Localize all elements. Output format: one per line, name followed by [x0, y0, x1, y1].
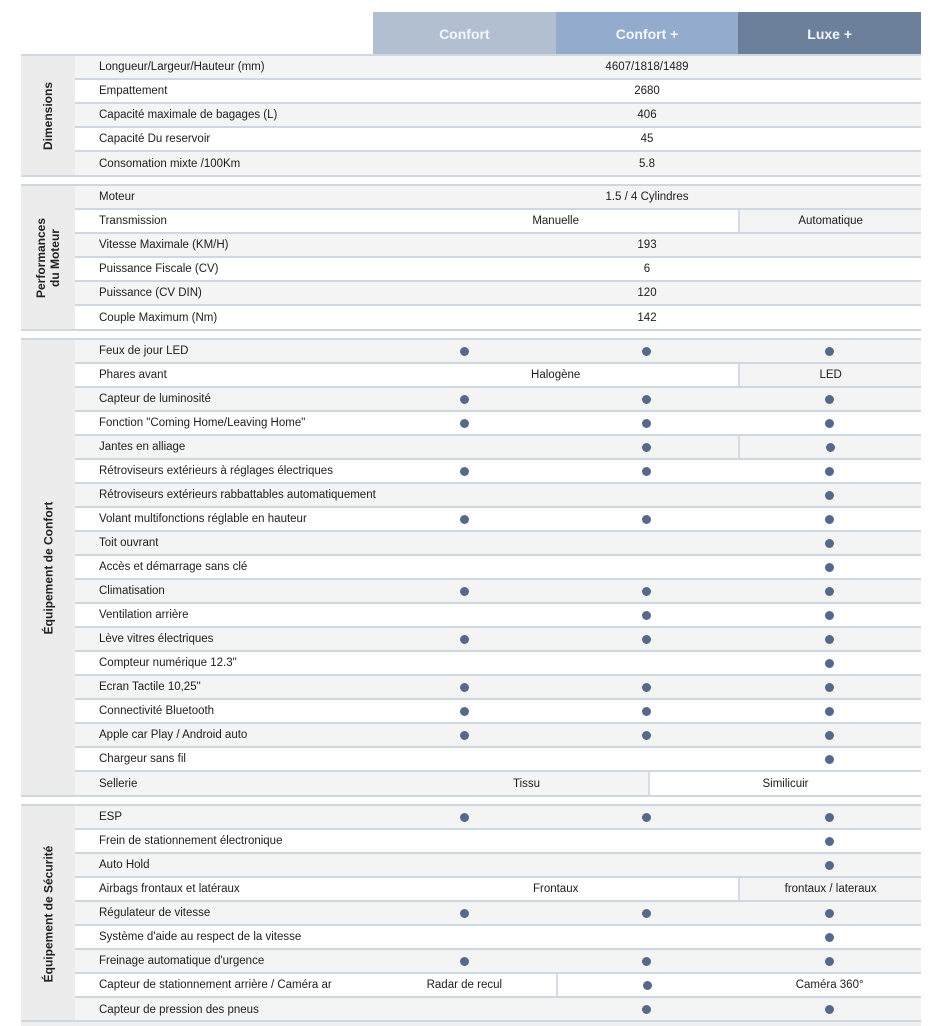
- feature-dot-cell: [738, 902, 921, 924]
- table-row: [75, 652, 921, 676]
- feature-dot-cell: [373, 340, 556, 362]
- included-dot-icon: [825, 395, 834, 404]
- feature-dot-cell: [373, 628, 556, 650]
- section-label-text: Équipement de Sécurité: [41, 845, 56, 982]
- value-cell: 193: [637, 239, 657, 251]
- table-row: [75, 580, 921, 604]
- table-row: [75, 258, 921, 282]
- feature-dot-cell: [556, 748, 739, 770]
- feature-name: Ventilation arrière: [99, 609, 189, 621]
- feature-dot-cell: [738, 436, 921, 458]
- included-dot-icon: [825, 707, 834, 716]
- feature-dot-cell: [373, 556, 556, 578]
- included-dot-icon: [460, 467, 469, 476]
- included-dot-icon: [825, 515, 834, 524]
- feature-name: Chargeur sans fil: [99, 753, 186, 765]
- feature-dot-cell: [738, 652, 921, 674]
- included-dot-icon: [642, 611, 651, 620]
- feature-dot-cell: [556, 412, 739, 434]
- feature-values: [373, 652, 921, 674]
- feature-dot-cell: [738, 700, 921, 722]
- included-dot-icon: [825, 731, 834, 740]
- feature-name: Toit ouvrant: [99, 537, 159, 549]
- included-dot-icon: [826, 443, 835, 452]
- feature-name: Compteur numérique 12.3": [99, 657, 237, 669]
- feature-dot-cell: [373, 508, 556, 530]
- included-dot-icon: [460, 909, 469, 918]
- feature-dot-cell: [738, 484, 921, 506]
- included-dot-icon: [460, 731, 469, 740]
- feature-name: Volant multifonctions réglable en hauteur: [99, 513, 307, 525]
- included-dot-icon: [460, 635, 469, 644]
- feature-values: [373, 556, 921, 578]
- feature-values: [373, 998, 921, 1021]
- feature-dot-cell: [738, 926, 921, 948]
- feature-values: [373, 258, 921, 280]
- feature-dot-cell: [556, 484, 739, 506]
- feature-values: [373, 460, 921, 482]
- header-luxe-plus: Luxe +: [738, 12, 921, 55]
- table-row: [75, 104, 921, 128]
- feature-values: [373, 282, 921, 304]
- feature-dot-cell: [556, 998, 739, 1021]
- feature-name: Lève vitres électriques: [99, 633, 214, 645]
- value-cell: 1.5 / 4 Cylindres: [605, 191, 689, 203]
- table-row: [75, 806, 921, 830]
- table-row: [75, 604, 921, 628]
- spec-section: [21, 184, 921, 331]
- value-cell: 142: [637, 311, 657, 324]
- feature-name: Rétroviseurs extérieurs à réglages électriques: [99, 465, 333, 477]
- feature-dot-cell: [373, 484, 556, 506]
- value-cell: 45: [640, 133, 654, 145]
- feature-dot-cell: [556, 854, 739, 876]
- feature-dot-cell: [738, 388, 921, 410]
- table-row: [75, 926, 921, 950]
- table-row: [75, 974, 921, 998]
- table-row: [75, 556, 921, 580]
- feature-name: Accès et démarrage sans clé: [99, 561, 248, 573]
- feature-dot-cell: [556, 676, 739, 698]
- feature-name: Transmission: [99, 215, 167, 227]
- feature-name: Consomation mixte /100Km: [99, 157, 241, 170]
- feature-values: [373, 104, 921, 126]
- included-dot-icon: [642, 683, 651, 692]
- included-dot-icon: [825, 957, 834, 966]
- feature-name: Freinage automatique d'urgence: [99, 955, 265, 967]
- feature-values: [373, 508, 921, 530]
- feature-values: [373, 80, 921, 102]
- feature-dot-cell: [373, 412, 556, 434]
- feature-name: Capacité maximale de bagages (L): [99, 109, 278, 121]
- feature-name: Vitesse Maximale (KM/H): [99, 239, 229, 251]
- feature-name: Puissance (CV DIN): [99, 287, 202, 299]
- included-dot-icon: [825, 635, 834, 644]
- table-row: [75, 772, 921, 795]
- feature-name: Puissance Fiscale (CV): [99, 263, 219, 275]
- table-row: [75, 484, 921, 508]
- table-row: [75, 532, 921, 556]
- feature-dot-cell: [373, 830, 556, 852]
- value-cell: Automatique: [738, 210, 921, 232]
- feature-dot-cell: [373, 926, 556, 948]
- included-dot-icon: [825, 933, 834, 942]
- included-dot-icon: [825, 539, 834, 548]
- feature-name: Feux de jour LED: [99, 345, 189, 357]
- feature-dot-cell: [373, 388, 556, 410]
- value-cell: 4607/1818/1489: [605, 61, 689, 73]
- table-row: [75, 628, 921, 652]
- included-dot-icon: [643, 981, 652, 990]
- included-dot-icon: [825, 1005, 834, 1014]
- feature-dot-cell: [738, 628, 921, 650]
- feature-values: [373, 210, 921, 232]
- trim-header: [373, 12, 921, 55]
- feature-values: [373, 186, 921, 208]
- feature-name: Capteur de pression des pneus: [99, 1003, 259, 1016]
- feature-dot-cell: [738, 580, 921, 602]
- section-label: [21, 56, 75, 175]
- feature-name: Régulateur de vitesse: [99, 907, 211, 919]
- feature-dot-cell: [738, 748, 921, 770]
- included-dot-icon: [825, 563, 834, 572]
- section-label: [21, 806, 75, 1021]
- table-row: [75, 748, 921, 772]
- included-dot-icon: [825, 467, 834, 476]
- feature-dot-cell: [556, 974, 739, 996]
- feature-dot-cell: [738, 806, 921, 828]
- feature-values: [373, 830, 921, 852]
- feature-values: [373, 484, 921, 506]
- feature-values: [373, 532, 921, 554]
- section-label-text: Équipement de Confort: [41, 501, 56, 634]
- table-row: [75, 234, 921, 258]
- table-row: [75, 436, 921, 460]
- feature-dot-cell: [738, 676, 921, 698]
- table-row: [75, 676, 921, 700]
- feature-values: [75, 772, 921, 795]
- table-row: [75, 700, 921, 724]
- feature-values: [373, 152, 921, 175]
- feature-dot-cell: [556, 460, 739, 482]
- feature-dot-cell: [556, 724, 739, 746]
- feature-dot-cell: [373, 748, 556, 770]
- feature-name: Système d'aide au respect de la vitesse: [99, 931, 302, 943]
- feature-values: [373, 700, 921, 722]
- section-label-line: Performances: [34, 217, 49, 298]
- feature-values: [373, 724, 921, 746]
- next-section-edge: [21, 1020, 921, 1026]
- section-label-text: [34, 217, 62, 297]
- table-row: [75, 306, 921, 329]
- included-dot-icon: [460, 347, 469, 356]
- feature-name: Capacité Du reservoir: [99, 133, 211, 145]
- table-row: [75, 998, 921, 1021]
- value-cell: frontaux / lateraux: [738, 878, 921, 900]
- feature-dot-cell: [556, 902, 739, 924]
- feature-name: Airbags frontaux et latéraux: [99, 883, 240, 895]
- section-label-text: Dimensions: [41, 81, 56, 150]
- feature-dot-cell: [373, 652, 556, 674]
- feature-dot-cell: [556, 628, 739, 650]
- spec-section: [21, 54, 921, 177]
- table-row: [75, 282, 921, 306]
- value-cell: 406: [637, 109, 657, 121]
- feature-name: Rétroviseurs extérieurs rabbattables automatiquement: [99, 489, 376, 501]
- included-dot-icon: [642, 909, 651, 918]
- table-row: [75, 56, 921, 80]
- feature-name: Jantes en alliage: [99, 441, 186, 453]
- table-row: [75, 902, 921, 926]
- feature-dot-cell: [738, 950, 921, 972]
- included-dot-icon: [642, 1005, 651, 1014]
- feature-dot-cell: [738, 532, 921, 554]
- feature-dot-cell: [373, 460, 556, 482]
- included-dot-icon: [642, 587, 651, 596]
- value-cell: Frontaux: [532, 883, 579, 895]
- table-row: [75, 186, 921, 210]
- included-dot-icon: [825, 611, 834, 620]
- value-cell: Manuelle: [532, 215, 579, 227]
- table-row: [75, 950, 921, 974]
- feature-values: [373, 604, 921, 626]
- table-row: [75, 724, 921, 748]
- feature-values: [373, 950, 921, 972]
- table-row: [75, 364, 921, 388]
- feature-dot-cell: [556, 806, 739, 828]
- table-row: [75, 152, 921, 175]
- feature-name: Phares avant: [99, 369, 167, 381]
- feature-dot-cell: [738, 412, 921, 434]
- included-dot-icon: [460, 419, 469, 428]
- table-row: [75, 388, 921, 412]
- table-row: [75, 878, 921, 902]
- feature-dot-cell: [556, 580, 739, 602]
- feature-values: [373, 806, 921, 828]
- feature-name: Climatisation: [99, 585, 165, 597]
- table-row: [75, 412, 921, 436]
- header-confort: Confort: [373, 12, 556, 55]
- feature-name: Capteur de stationnement arrière / Caméra ar: [99, 979, 332, 991]
- feature-values: [373, 926, 921, 948]
- included-dot-icon: [825, 861, 834, 870]
- feature-name: Couple Maximum (Nm): [99, 311, 218, 324]
- included-dot-icon: [642, 467, 651, 476]
- included-dot-icon: [642, 957, 651, 966]
- included-dot-icon: [642, 347, 651, 356]
- value-cell: Similicuir: [648, 772, 921, 795]
- header-confort-plus: Confort +: [556, 12, 739, 55]
- included-dot-icon: [825, 587, 834, 596]
- table-row: [75, 460, 921, 484]
- feature-name: Frein de stationnement électronique: [99, 835, 283, 847]
- feature-name: Ecran Tactile 10,25": [99, 681, 201, 693]
- included-dot-icon: [825, 683, 834, 692]
- spec-section: [21, 338, 921, 797]
- feature-values: [373, 748, 921, 770]
- included-dot-icon: [825, 909, 834, 918]
- feature-dot-cell: [373, 724, 556, 746]
- included-dot-icon: [642, 635, 651, 644]
- feature-dot-cell: [556, 950, 739, 972]
- included-dot-icon: [642, 813, 651, 822]
- feature-values: [373, 974, 921, 996]
- feature-dot-cell: [556, 556, 739, 578]
- included-dot-icon: [460, 395, 469, 404]
- feature-dot-cell: [373, 700, 556, 722]
- feature-dot-cell: [738, 556, 921, 578]
- feature-name: Empattement: [99, 85, 168, 97]
- feature-dot-cell: [373, 676, 556, 698]
- value-cell: Halogène: [531, 369, 581, 381]
- included-dot-icon: [825, 491, 834, 500]
- included-dot-icon: [825, 813, 834, 822]
- included-dot-icon: [642, 515, 651, 524]
- included-dot-icon: [642, 419, 651, 428]
- feature-name: Connectivité Bluetooth: [99, 705, 215, 717]
- feature-values: [373, 854, 921, 876]
- included-dot-icon: [642, 395, 651, 404]
- feature-dot-cell: [556, 508, 739, 530]
- feature-dot-cell: [556, 532, 739, 554]
- table-row: [75, 508, 921, 532]
- feature-values: [373, 878, 921, 900]
- feature-values: [373, 340, 921, 362]
- included-dot-icon: [642, 443, 651, 452]
- feature-values: [373, 364, 921, 386]
- feature-values: [373, 580, 921, 602]
- table-row: [75, 210, 921, 234]
- value-cell: 2680: [634, 85, 660, 97]
- section-label: [21, 186, 75, 329]
- feature-values: [373, 902, 921, 924]
- table-row: [75, 340, 921, 364]
- value-cell: Radar de recul: [426, 979, 503, 991]
- table-row: [75, 80, 921, 104]
- feature-dot-cell: [556, 388, 739, 410]
- value-cell: 5.8: [639, 157, 655, 170]
- feature-dot-cell: [738, 508, 921, 530]
- feature-name: Longueur/Largeur/Hauteur (mm): [99, 61, 265, 73]
- feature-dot-cell: [738, 604, 921, 626]
- included-dot-icon: [460, 957, 469, 966]
- section-label: [21, 340, 75, 795]
- feature-dot-cell: [373, 436, 556, 458]
- feature-name: Moteur: [99, 191, 135, 203]
- included-dot-icon: [460, 683, 469, 692]
- feature-dot-cell: [373, 806, 556, 828]
- feature-dot-cell: [556, 436, 739, 458]
- feature-dot-cell: [556, 700, 739, 722]
- feature-dot-cell: [556, 830, 739, 852]
- feature-values: [373, 676, 921, 698]
- value-cell: 6: [643, 263, 651, 275]
- feature-dot-cell: [738, 724, 921, 746]
- included-dot-icon: [642, 731, 651, 740]
- feature-values: [373, 306, 921, 329]
- included-dot-icon: [460, 515, 469, 524]
- feature-dot-cell: [373, 998, 556, 1021]
- feature-dot-cell: [373, 580, 556, 602]
- feature-values: [373, 388, 921, 410]
- feature-name: Sellerie: [99, 777, 138, 790]
- feature-name: Apple car Play / Android auto: [99, 729, 248, 741]
- feature-values: [373, 234, 921, 256]
- value-cell: Caméra 360°: [795, 979, 864, 991]
- included-dot-icon: [460, 707, 469, 716]
- feature-values: [373, 628, 921, 650]
- table-row: [75, 128, 921, 152]
- feature-dot-cell: [738, 340, 921, 362]
- feature-values: [373, 412, 921, 434]
- table-row: [75, 854, 921, 878]
- feature-dot-cell: [556, 652, 739, 674]
- feature-values: [373, 56, 921, 78]
- included-dot-icon: [460, 587, 469, 596]
- feature-values: [373, 128, 921, 150]
- feature-name: Auto Hold: [99, 859, 150, 871]
- included-dot-icon: [825, 347, 834, 356]
- feature-dot-cell: [556, 926, 739, 948]
- feature-dot-cell: [556, 604, 739, 626]
- feature-dot-cell: [373, 950, 556, 972]
- included-dot-icon: [825, 837, 834, 846]
- section-label-line: du Moteur: [48, 228, 63, 287]
- included-dot-icon: [460, 813, 469, 822]
- spec-section: [21, 804, 921, 1023]
- value-cell: LED: [738, 364, 921, 386]
- feature-dot-cell: [373, 604, 556, 626]
- feature-dot-cell: [556, 340, 739, 362]
- feature-name: Capteur de luminosité: [99, 393, 211, 405]
- feature-dot-cell: [373, 532, 556, 554]
- feature-dot-cell: [373, 902, 556, 924]
- included-dot-icon: [825, 659, 834, 668]
- feature-name: ESP: [99, 811, 123, 823]
- feature-dot-cell: [373, 854, 556, 876]
- feature-dot-cell: [738, 830, 921, 852]
- included-dot-icon: [642, 707, 651, 716]
- feature-dot-cell: [738, 854, 921, 876]
- included-dot-icon: [825, 755, 834, 764]
- feature-dot-cell: [738, 998, 921, 1021]
- table-row: [75, 830, 921, 854]
- value-cell: 120: [637, 287, 657, 299]
- feature-name: Fonction "Coming Home/Leaving Home": [99, 417, 306, 429]
- feature-dot-cell: [738, 460, 921, 482]
- feature-values: [373, 436, 921, 458]
- value-cell: Tissu: [512, 777, 541, 790]
- included-dot-icon: [825, 419, 834, 428]
